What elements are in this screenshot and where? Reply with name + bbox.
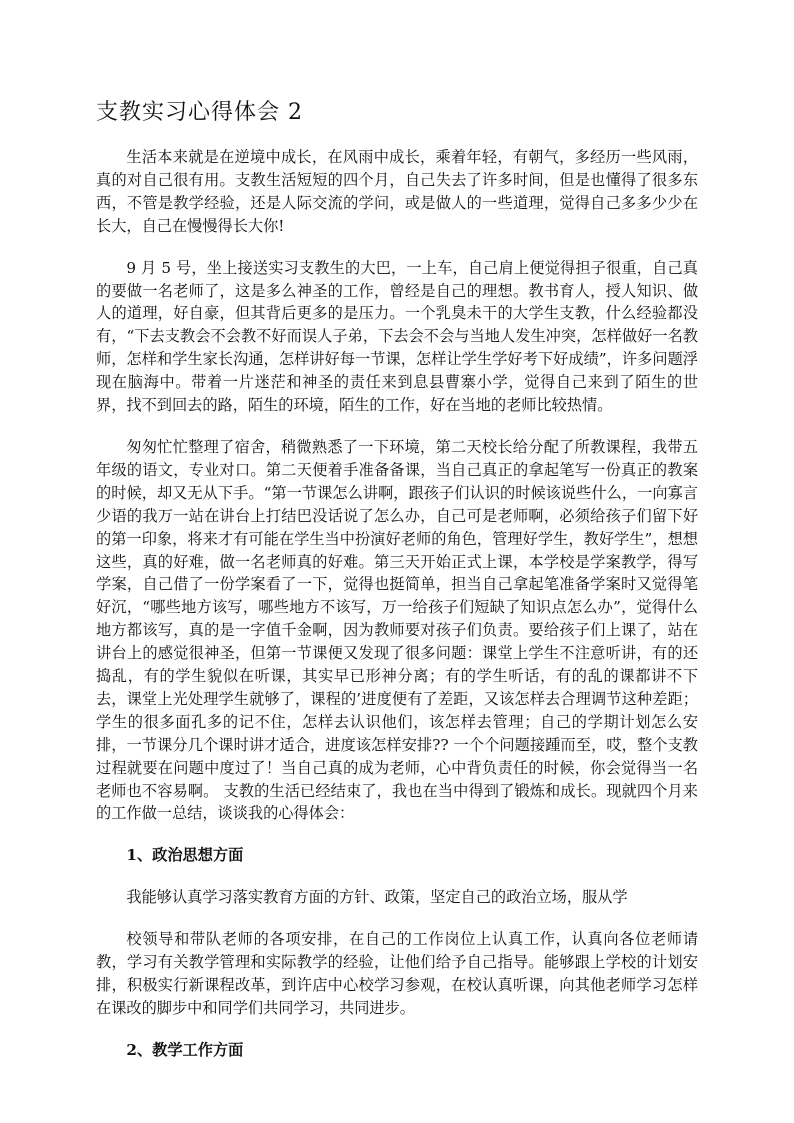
paragraph-politics-2: 校领导和带队老师的各项安排，在自己的工作岗位上认真工作，认真向各位老师请教，学习有关教学管理和实际教学的经验，让他们给予自己指导。能够跟上学校的计划安排，积极实行新课程改革，到许店中心校学习参观，在校认真听课，向其他老师学习怎样在课改的脚步中和同学们共同学习，共同进步。 xyxy=(96,930,698,1017)
section-heading-politics: 1、政治思想方面 xyxy=(126,846,244,865)
document-body xyxy=(96,146,698,1081)
section-heading-teaching: 2、教学工作方面 xyxy=(126,1040,244,1059)
paragraph-arrival: 9 月 5 号，坐上接送实习支教生的大巴，一上车，自己肩上便觉得担子很重，自己真的要做一名老师了，这是多么神圣的工作，曾经是自己的理想。教书育人，授人知识、做人的道理，好自豪，但其背后更多的是压力。一个乳臭未干的大学生支教，什么经验都没有，“下去支教会不会教不好而误人子弟，下去会不会与当地人发生冲突，怎样做好一名教师，怎样和学生家长沟通，怎样讲好每一节课，怎样让学生学好考下好成绩”，许多问题浮现在脑海中。带着一片迷茫和神圣的责任来到息县曹寨小学，觉得自己来到了陌生的世界，找不到回去的路，陌生的环境，陌生的工作，好在当地的老师比较热情。 xyxy=(96,258,698,415)
paragraph-first-classes: 匆匆忙忙整理了宿舍，稍微熟悉了一下环境，第二天校长给分配了所教课程，我带五年级的语文，专业对口。第二天便着手准备备课，当自己真正的拿起笔写一份真正的教案的时候，却又无从下手。“第一节课怎么讲啊，跟孩子们认识的时候该说些什么，一向寡言少语的我万一站在讲台上打结巴没话说了怎么办，自己可是老师啊，必须给孩子们留下好的第一印象，将来才有可能在学生当中扮演好老师的角色，管理好学生，教好学生”，想想这些，真的好难，做一名老师真的好难。第三天开始正式上课，本学校是学案教学，得写学案，自己借了一份学案看了一下，觉得也挺简单，担当自己拿起笔准备学案时又觉得笔好沉，“哪些地方该写，哪些地方不该写，万一给孩子们短缺了知识点怎么办”，觉得什么地方都该写，真的是一字值千金啊，因为教师要对孩子们负责。要给孩子们上课了，站在讲台上的感觉很神圣，但第一节课便又发现了很多问题：课堂上学生不注意听讲，有的还捣乱，有的学生貌似在听课，其实早已形神分离；有的学生听话，有的乱的课都讲不下去，课堂上光处理学生就够了，课程的’进度便有了差距，又该怎样去合理调节这种差距；学生的很多面孔多的记不住，怎样去认识他们，该怎样去管理；自己的学期计划怎么安排，一节课分几个课时讲才适合，进度该怎样安排?? 一个个问题接踵而至，哎，整个支教过程就要在问题中度过了！当自己真的成为老师，心中背负责任的时候，你会觉得当一名老师也不容易啊。 支教的生活已经结束了，我也在当中得到了锻炼和成长。现就四个月来的工作做一总结，谈谈我的心得体会： xyxy=(96,437,698,823)
paragraph-politics-1: 我能够认真学习落实教育方面的方针、政策，坚定自己的政治立场，服从学 xyxy=(126,888,628,907)
paragraph-intro: 生活本来就是在逆境中成长，在风雨中成长，乘着年轻，有朝气，多经历一些风雨，真的对自己很有用。支教生活短短的四个月，自己失去了许多时间，但是也懂得了很多东西，不管是教学经验，还是人际交流的学问，或是做人的一些道理，觉得自己多多少少在长大，自己在慢慢得长大你! xyxy=(96,148,698,235)
document-title: 支教实习心得体会 2 xyxy=(96,100,303,125)
